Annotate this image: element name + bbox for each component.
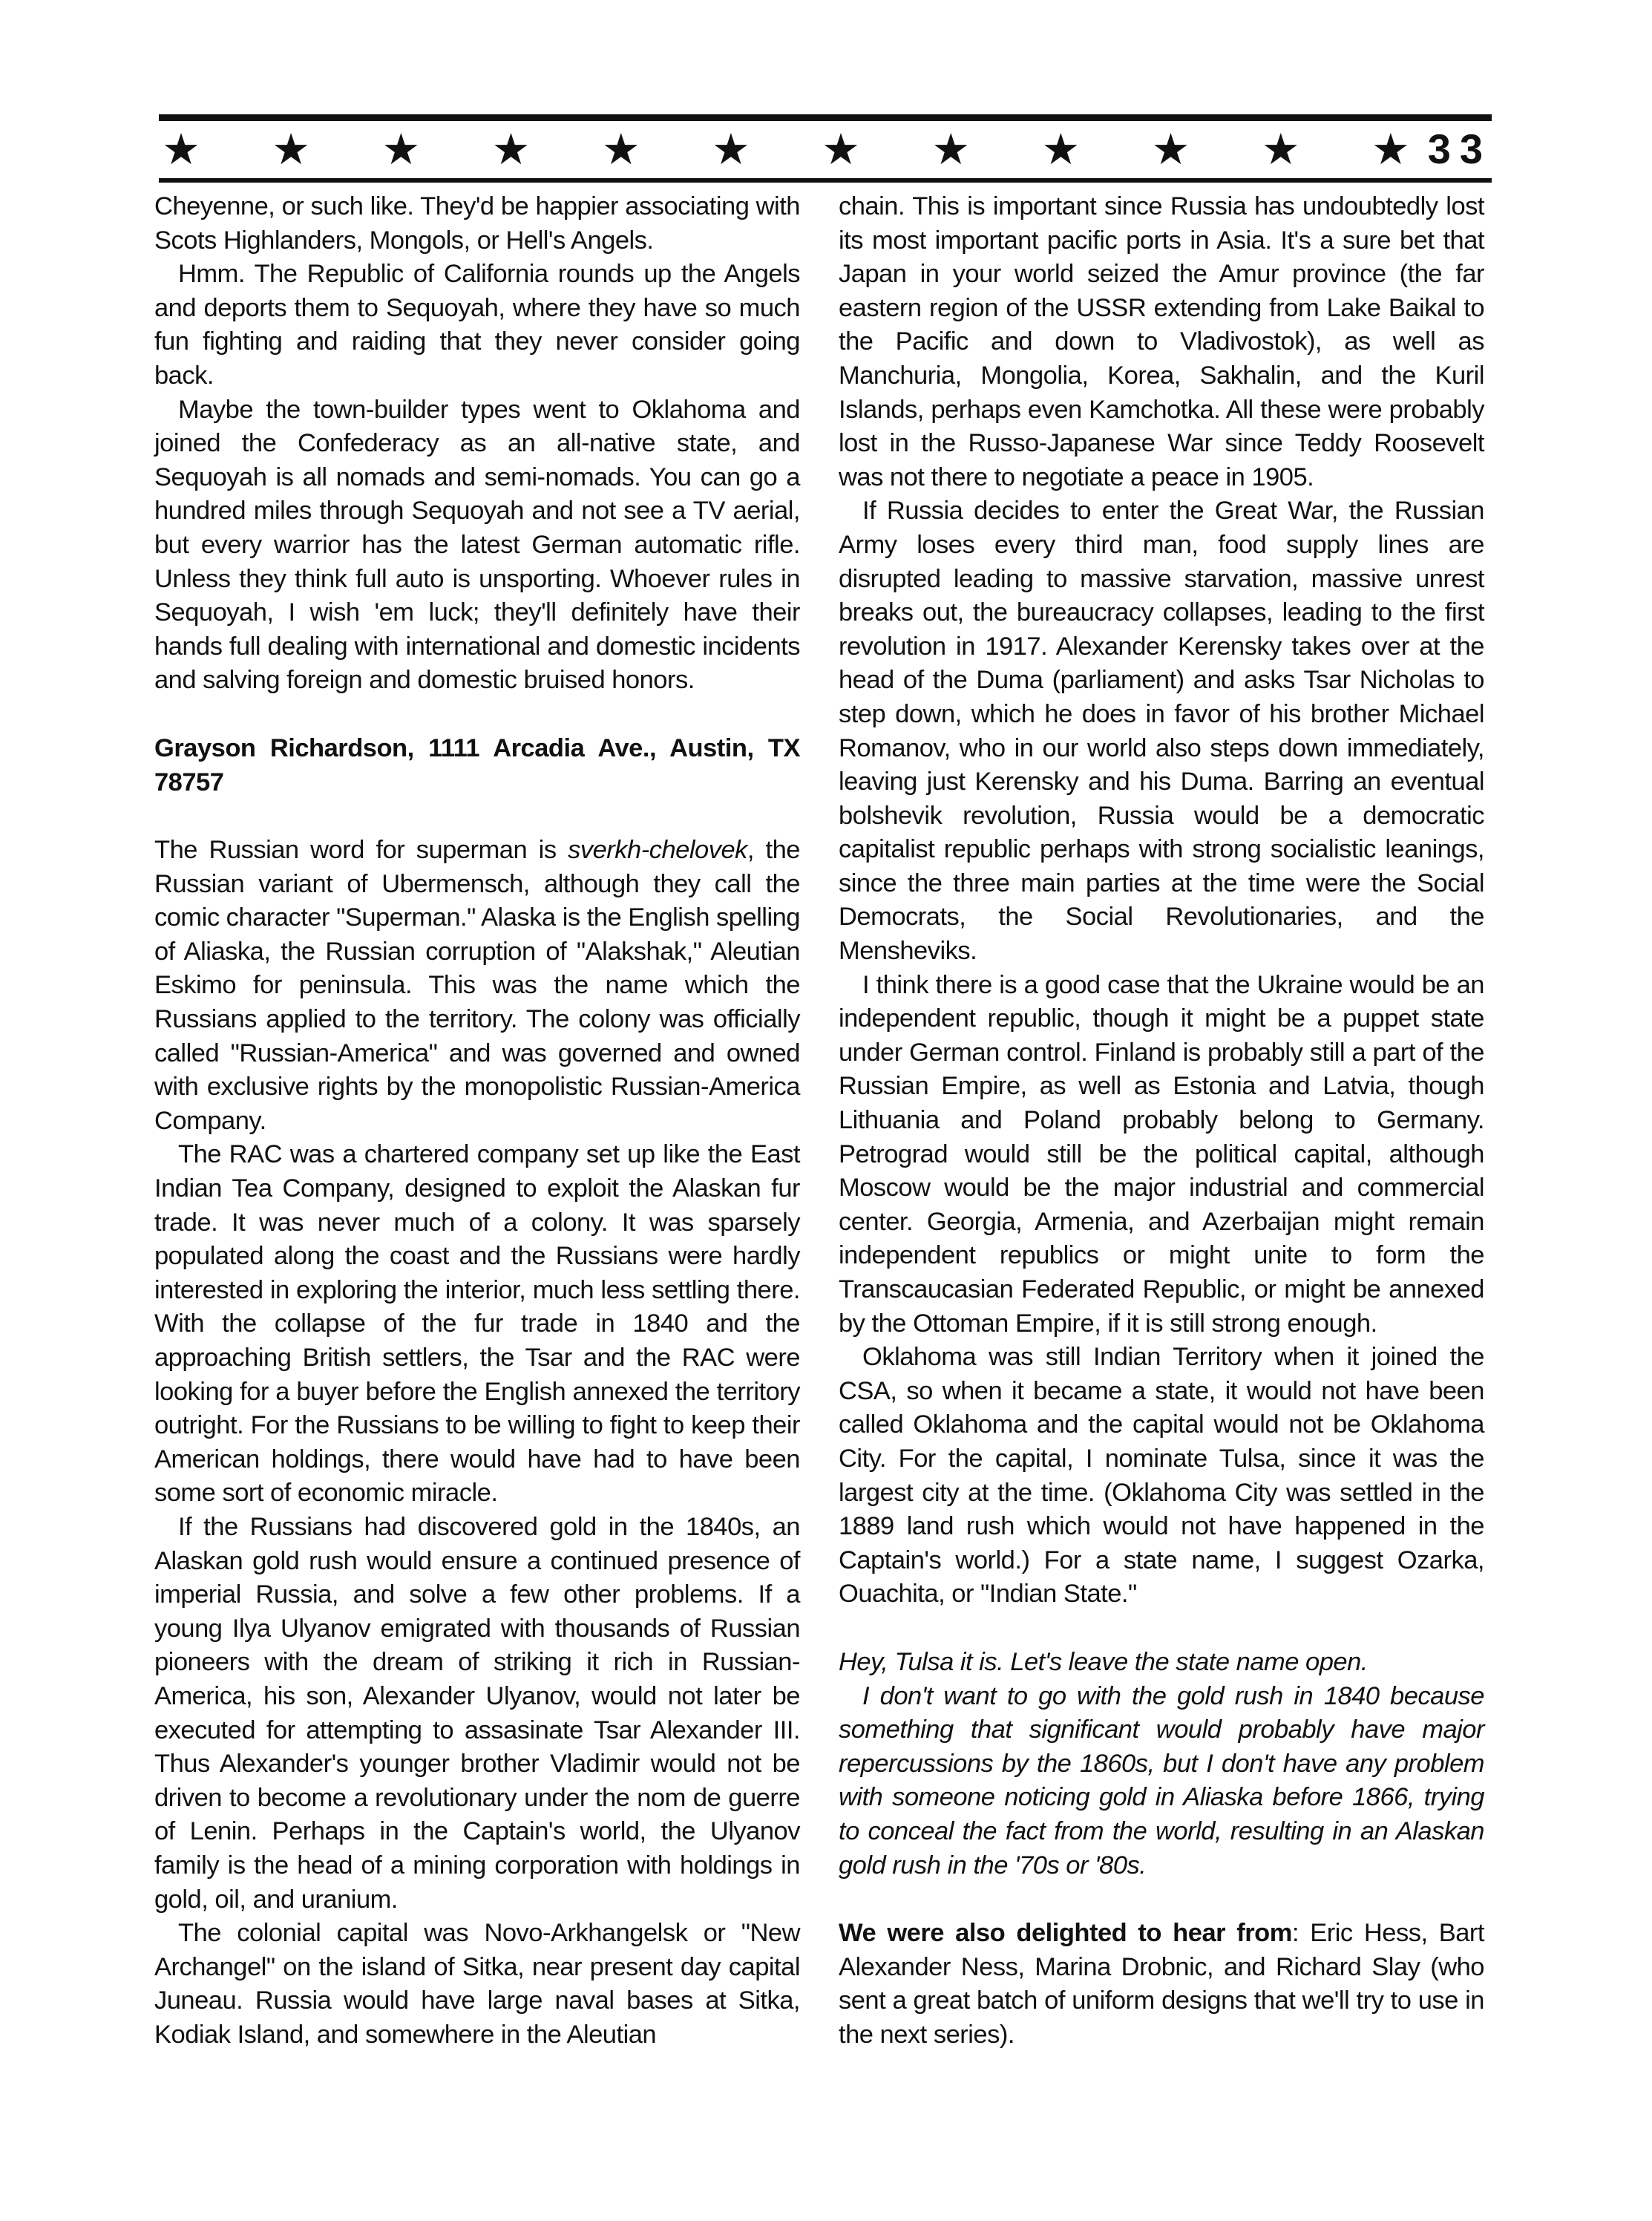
star-icon: ★ bbox=[162, 124, 200, 174]
paragraph bbox=[154, 834, 800, 1138]
acknowledgements-lead: We were also delighted to hear from bbox=[839, 1919, 1292, 1948]
paragraph: Cheyenne, or such like. They'd be happier associating with Scots Highlanders, Mongols, or Hell's Angels. bbox=[154, 192, 800, 255]
star-icon: ★ bbox=[381, 124, 421, 174]
right-column bbox=[839, 190, 1484, 2052]
page-number: 33 bbox=[1427, 125, 1492, 172]
paragraph: Oklahoma was still Indian Territory when it joined the CSA, so when it became a state, it would not have been called Oklahoma and the capital would not be Oklahoma City. For the capital, I nominate Tulsa, since it was the largest city at the time. (Oklahoma City was settled in the 1889 land rush which would not have happened in the Captain's world.) For a state name, I suggest Ozarka, Ouachita, or "Indian State." bbox=[839, 1343, 1484, 1609]
text-run: , the Russian variant of Ubermensch, although they call the comic character "Superman." Alaska is the English spelling of Aliaska, the Russian corruption of "Alakshak," Aleutian Eskimo for peninsula. This was the name which the Russians applied to the territory. The colony was officially called "Russian-America" and was governed and owned with exclusive rights by the monopolistic Russian-America Company. bbox=[154, 836, 800, 1135]
spacer bbox=[839, 1883, 1484, 1917]
star-icon: ★ bbox=[491, 124, 531, 174]
star-icon: ★ bbox=[601, 124, 640, 174]
letter-heading: Grayson Richardson, 1111 Arcadia Ave., Austin, TX 78757 bbox=[154, 733, 800, 797]
left-column bbox=[154, 190, 800, 2052]
paragraph: I think there is a good case that the Ukraine would be an independent republic, though it might be a puppet state under German control. Finland is probably still a part of the Russian Empire, as well as Estonia and Latvia, though Lithuania and Poland probably belong to Germany. Petrograd would still be the political capital, although Moscow would be the major industrial and commercial center. Georgia, Armenia, and Azerbaijan might remain independent republics or might unite to form the Transcaucasian Federated Republic, or might be annexed by the Ottoman Empire, if it is still strong enough. bbox=[839, 970, 1484, 1338]
star-icon: ★ bbox=[1151, 124, 1190, 174]
page-header bbox=[159, 123, 1492, 175]
star-icon: ★ bbox=[711, 124, 750, 174]
spacer bbox=[154, 799, 800, 834]
paragraph: If the Russians had discovered gold in the 1840s, an Alaskan gold rush would ensure a continued presence of imperial Russia, and solve a few other problems. If a young Ilya Ulyanov emigrated with thousands of Russian pioneers with the dream of striking it rich in Russian-America, his son, Alexander Ulyanov, would not later be executed for attempting to assasinate Tsar Alexander III. Thus Alexander's younger brother Vladimir would not be driven to become a revolutionary under the nom de guerre of Lenin. Perhaps in the Captain's world, the Ulyanov family is the head of a mining corporation with holdings in gold, oil, and uranium. bbox=[154, 1512, 800, 1914]
paragraph: If Russia decides to enter the Great War, the Russian Army loses every third man, food supply lines are disrupted leading to massive starvation, massive unrest breaks out, the bureaucracy collapses, leading to the first revolution in 1917. Alexander Kerensky takes over at the head of the Duma (parliament) and asks Tsar Nicholas to step down, which he does in favor of his brother Michael Romanov, who in our world also steps down immediately, leaving just Kerensky and his Duma. Barring an eventual bolshevik revolution, Russia would be a democratic capitalist republic perhaps with strong socialistic leanings, since the three main parties at the time were the Social Democrats, the Social Revolutionaries, and the Mensheviks. bbox=[839, 497, 1484, 966]
paragraph: Hmm. The Republic of California rounds up the Angels and deports them to Sequoyah, where they have so much fun fighting and raiding that they never consider going back. bbox=[154, 260, 800, 390]
header-bottom-rule bbox=[159, 178, 1492, 183]
editor-reply: I don't want to go with the gold rush in 1840 because something that significant would probably have major repercussions by the 1860s, but I don't have any problem with someone noticing gold in Aliaska before 1866, trying to conceal the fact from the world, resulting in an Alaskan gold rush in the '70s or '80s. bbox=[839, 1681, 1484, 1880]
paragraph: Maybe the town-builder types went to Oklahoma and joined the Confederacy as an all-native state, and Sequoyah is all nomads and semi-nomads. You can go a hundred miles through Sequoyah and not see a TV aerial, but every warrior has the latest German automatic rifle. Unless they think full auto is unsporting. Whoever rules in Sequoyah, I wish 'em luck; they'll definitely have their hands full dealing with international and domestic incidents and salving foreign and domestic bruised honors. bbox=[154, 395, 800, 695]
acknowledgements bbox=[839, 1917, 1484, 2052]
paragraph: The colonial capital was Novo-Arkhangelsk or "New Archangel" on the island of Sitka, near present day capital Juneau. Russia would have large naval bases at Sitka, Kodiak Island, and somewhere in the Aleutian bbox=[154, 1919, 800, 2049]
star-icon: ★ bbox=[822, 124, 861, 174]
spacer bbox=[154, 698, 800, 732]
paragraph: The RAC was a chartered company set up like the East Indian Tea Company, designed to exploit the Alaskan fur trade. It was never much of a colony. It was sparsely populated along the coast and the Russians were hardly interested in exploring the interior, much less settling there. With the collapse of the fur trade in 1840 and the approaching British settlers, the Tsar and the RAC were looking for a buyer before the English annexed the territory outright. For the Russians to be willing to fight to keep their American holdings, there would have had to have been some sort of economic miracle. bbox=[154, 1140, 800, 1508]
text-run: : Eric Hess, Bart Alexander Ness, Marina Drobnic, and Richard Slay (who sent a great batch of uniform designs that we'll try to use in the next series). bbox=[839, 1919, 1484, 2049]
star-row bbox=[159, 123, 1413, 175]
star-icon: ★ bbox=[931, 124, 971, 174]
header-top-rule bbox=[159, 114, 1492, 121]
star-icon: ★ bbox=[272, 124, 311, 174]
spacer bbox=[839, 1612, 1484, 1646]
star-icon: ★ bbox=[1041, 124, 1081, 174]
editor-reply: Hey, Tulsa it is. Let's leave the state name open. bbox=[839, 1647, 1368, 1676]
paragraph: chain. This is important since Russia has undoubtedly lost its most important pacific ports in Asia. It's a sure bet that Japan in your world seized the Amur province (the far eastern region of the USSR extending from Lake Baikal to the Pacific and down to Vladivostok), as well as Manchuria, Mongolia, Korea, Sakhalin, and the Kuril Islands, perhaps even Kamchotka. All these were probably lost in the Russo-Japanese War since Teddy Roosevelt was not there to negotiate a peace in 1905. bbox=[839, 192, 1484, 491]
text-run: The Russian word for superman is bbox=[154, 836, 568, 865]
italic-term: sverkh-chelovek bbox=[568, 836, 747, 865]
star-icon: ★ bbox=[1371, 124, 1410, 174]
star-icon: ★ bbox=[1261, 124, 1300, 174]
